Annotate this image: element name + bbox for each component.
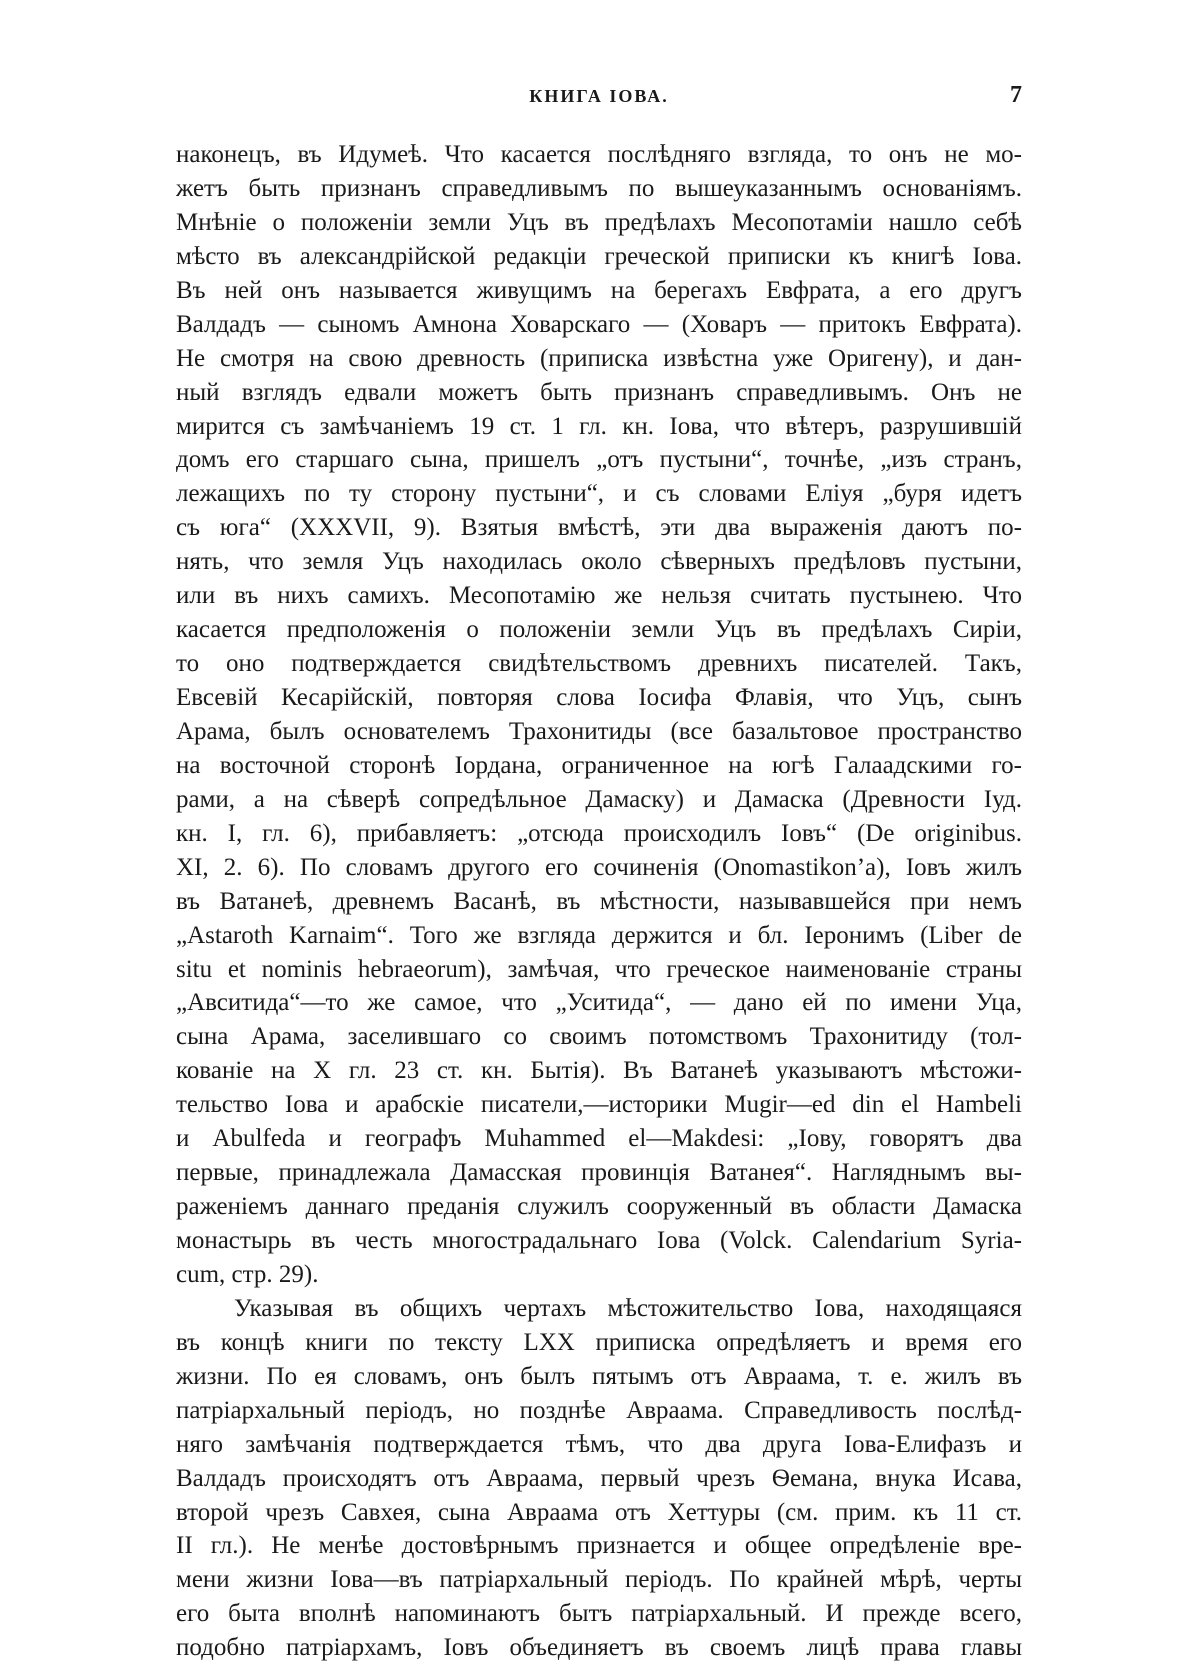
text-line: XI, 2. 6). По словамъ другого его сочиненія (Onomastikon’a), Іовъ жилъ [176, 853, 1022, 881]
text-line: Арама, былъ основателемъ Трахонитиды (все базальтовое пространство [176, 717, 1022, 745]
text-line: рами, а на сѣверѣ сопредѣльное Дамаску) и Дамаска (Древности Іуд. [176, 785, 1022, 813]
text-line: Валдадъ — сыномъ Амнона Ховарскаго — (Ховаръ — притокъ Евфрата). [176, 310, 1022, 338]
text-line: ный взглядъ едвали можетъ быть признанъ справедливымъ. Онъ не [176, 378, 1022, 406]
text-line: Въ ней онъ называется живущимъ на берегахъ Евфрата, а его другъ [176, 276, 1022, 304]
text-line: въ Ватанеѣ, древнемъ Васанѣ, въ мѣстности, называвшейся при немъ [176, 887, 1022, 915]
text-line: кн. I, гл. 6), прибавляетъ: „отсюда происходилъ Іовъ“ (De originibus. [176, 819, 1022, 847]
text-line: касается предположенія о положеніи земли Уцъ въ предѣлахъ Сиріи, [176, 616, 1022, 644]
text-line: первые, принадлежала Дамасская провинція Ватанея“. Нагляднымъ вы- [176, 1159, 1022, 1187]
text-line: Евсевій Кесарійскій, повторяя слова Іосифа Флавія, что Уцъ, сынъ [176, 684, 1022, 711]
text-line: въ концѣ книги по тексту LXX приписка опредѣляетъ и время его [176, 1328, 1022, 1356]
text-line: наконецъ, въ Идумеѣ. Что касается послѣдняго взгляда, то онъ не мо- [176, 141, 1022, 168]
text-line: Указывая въ общихъ чертахъ мѣстожительство Іова, находящаяся [234, 1294, 1022, 1322]
text-line: II гл.). Не менѣе достовѣрнымъ признается и общее опредѣленіе вре- [176, 1532, 1022, 1560]
text-line: нять, что земля Уцъ находилась около сѣверныхъ предѣловъ пустыни, [176, 548, 1022, 576]
text-line: жетъ быть признанъ справедливымъ по вышеуказаннымъ основаніямъ. [176, 174, 1022, 202]
text-line: мирится съ замѣчаніемъ 19 ст. 1 гл. кн. Іова, что вѣтеръ, разрушившій [176, 412, 1022, 440]
text-line: няго замѣчанія подтверждается тѣмъ, что два друга Іова-Елифазъ и [176, 1430, 1022, 1458]
text-line: на восточной сторонѣ Іордана, ограниченное на югѣ Галаадскими го- [176, 751, 1022, 779]
text-line: мѣсто въ александрійской редакціи греческой приписки къ книгѣ Іова. [176, 242, 1022, 270]
text-line: situ et nominis hebraeorum), замѣчая, что греческое наименованіе страны [176, 955, 1022, 983]
text-line: второй чрезъ Савхея, сына Авраама отъ Хеттуры (см. прим. къ 11 ст. [176, 1498, 1022, 1526]
text-line: „Авситида“—то же самое, что „Уситида“, — дано ей по имени Уца, [176, 989, 1022, 1017]
text-line: и Abulfeda и географъ Muhammed el—Makdesi: „Іову, говорятъ два [176, 1125, 1022, 1153]
text-line: Не смотря на свою древность (приписка извѣстна уже Оригену), и дан- [176, 344, 1022, 372]
text-line: лежащихъ по ту сторону пустыни“, и съ словами Еліуя „буря идетъ [176, 480, 1022, 508]
text-line: тельство Іова и арабскіе писатели,—историки Mugir—ed din el Hambeli [176, 1091, 1022, 1119]
text-line: или въ нихъ самихъ. Месопотамію же нельзя считать пустынею. Что [176, 582, 1022, 610]
running-title: КНИГА ІОВА. [529, 86, 669, 106]
text-line: кованіе на X гл. 23 ст. кн. Бытія). Въ Ватанеѣ указываютъ мѣстожи- [176, 1057, 1022, 1085]
text-line: „Astaroth Karnaim“. Того же взгляда держится и бл. Іеронимъ (Liber de [176, 921, 1022, 949]
running-header [176, 82, 1022, 116]
text-line: домъ его старшаго сына, пришелъ „отъ пустыни“, точнѣе, „изъ странъ, [176, 446, 1022, 474]
body-text [176, 138, 1022, 1665]
page-number: 7 [1010, 82, 1022, 108]
text-line: сына Арама, заселившаго со своимъ потомствомъ Трахонитиду (тол- [176, 1023, 1022, 1051]
text-line: монастырь въ честь многострадальнаго Іова (Volck. Calendarium Syria- [176, 1227, 1022, 1254]
text-line: его быта вполнѣ напоминаютъ бытъ патріархальный. И прежде всего, [176, 1600, 1022, 1628]
text-line: патріархальный періодъ, но позднѣе Авраама. Справедливость послѣд- [176, 1396, 1022, 1424]
text-line: раженіемъ даннаго преданія служилъ сооруженный въ области Дамаска [176, 1193, 1022, 1221]
text-line: жизни. По ея словамъ, онъ былъ пятымъ отъ Авраама, т. е. жилъ въ [176, 1362, 1022, 1390]
text-line: подобно патріархамъ, Іовъ объединяетъ въ своемъ лицѣ права главы [176, 1634, 1022, 1662]
text-line: Мнѣніе о положеніи земли Уцъ въ предѣлахъ Месопотаміи нашло себѣ [176, 208, 1022, 236]
text-line: cum, стр. 29). [176, 1260, 319, 1288]
text-line: съ юга“ (XXXVII, 9). Взятыя вмѣстѣ, эти два выраженія даютъ по- [176, 514, 1022, 542]
text-line: мени жизни Іова—въ патріархальный періодъ. По крайней мѣрѣ, черты [176, 1566, 1022, 1594]
text-line: то оно подтверждается свидѣтельствомъ древнихъ писателей. Такъ, [176, 650, 1022, 678]
text-line: Валдадъ происходятъ отъ Авраама, первый чрезъ Ѳемана, внука Исава, [176, 1464, 1022, 1492]
